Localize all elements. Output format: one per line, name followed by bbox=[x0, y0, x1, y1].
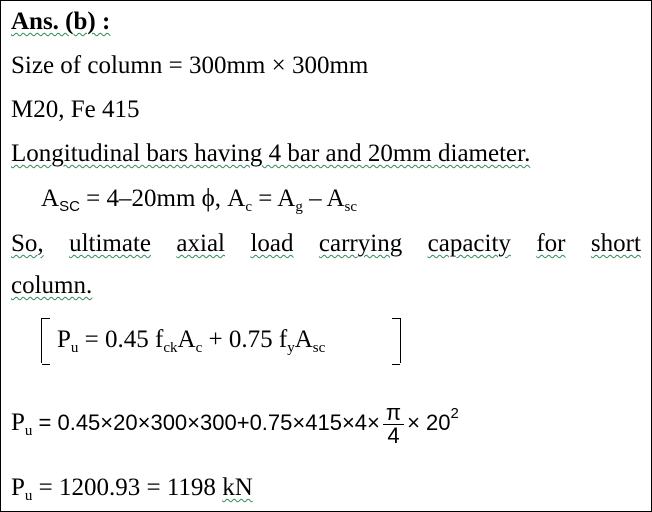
result-line bbox=[11, 473, 253, 503]
answer-heading bbox=[11, 7, 110, 37]
word: for bbox=[536, 230, 566, 257]
longitudinal-bars-text: Longitudinal bars having 4 bar and 20mm diameter. bbox=[11, 140, 531, 167]
formula-part3: + 0.75 f bbox=[202, 326, 288, 353]
formula-y-subscript: y bbox=[287, 340, 295, 356]
word: axial bbox=[176, 230, 226, 257]
asc-equation-part2: = A bbox=[252, 185, 296, 212]
formula-part4: A bbox=[294, 326, 313, 353]
calc-expression: = 0.45×20×300×300+0.75×415×4× bbox=[32, 410, 380, 435]
word: short bbox=[590, 230, 641, 257]
capacity-sentence-line bbox=[11, 229, 641, 259]
fraction-denominator: 4 bbox=[387, 422, 400, 448]
calc-p: P bbox=[11, 409, 25, 436]
word: So, bbox=[11, 230, 44, 257]
heading-text: Ans. (b) : bbox=[11, 8, 111, 35]
column-size-line: Size of column = 300mm × 300mm bbox=[11, 52, 369, 79]
pi-over-four-fraction bbox=[383, 399, 404, 448]
asc-subscript-2: sc bbox=[344, 199, 358, 215]
word: ultimate bbox=[69, 230, 151, 257]
calculation-line bbox=[11, 398, 459, 448]
longitudinal-bars-line bbox=[11, 139, 530, 169]
result-value: = 1200.93 = 1198 bbox=[32, 474, 223, 501]
formula-p: P bbox=[57, 326, 71, 353]
material-grade-line: M20, Fe 415 bbox=[11, 96, 140, 123]
word: load bbox=[250, 230, 294, 257]
formula-part2: A bbox=[177, 326, 196, 353]
calc-exponent: 2 bbox=[450, 405, 459, 422]
word: capacity bbox=[427, 230, 511, 257]
calc-u-subscript: u bbox=[24, 423, 33, 439]
result-unit: kN bbox=[222, 474, 253, 501]
capacity-sentence-continuation bbox=[11, 271, 92, 301]
formula-sc-subscript: sc bbox=[312, 340, 326, 356]
result-p: P bbox=[11, 474, 25, 501]
formula-part1: = 0.45 f bbox=[78, 326, 164, 353]
asc-symbol: A bbox=[41, 185, 60, 212]
formula-u-subscript: u bbox=[70, 340, 79, 356]
fraction-numerator: π bbox=[383, 402, 404, 425]
capacity-formula bbox=[57, 325, 325, 355]
calc-expression-end: × 20 bbox=[407, 410, 451, 435]
word: carrying bbox=[318, 230, 403, 257]
formula-ck-subscript: ck bbox=[163, 340, 178, 356]
asc-equation-part3: – A bbox=[302, 185, 345, 212]
asc-equation-part1: = 4–20mm ϕ, A bbox=[79, 185, 246, 212]
capacity-sentence-end: column. bbox=[11, 272, 93, 299]
asc-subscript: SC bbox=[59, 198, 80, 215]
result-u-subscript: u bbox=[24, 488, 33, 504]
ac-subscript: c bbox=[245, 199, 253, 215]
formula-c-subscript: c bbox=[195, 340, 203, 356]
asc-definition-line bbox=[41, 184, 357, 214]
ag-subscript: g bbox=[295, 199, 303, 215]
